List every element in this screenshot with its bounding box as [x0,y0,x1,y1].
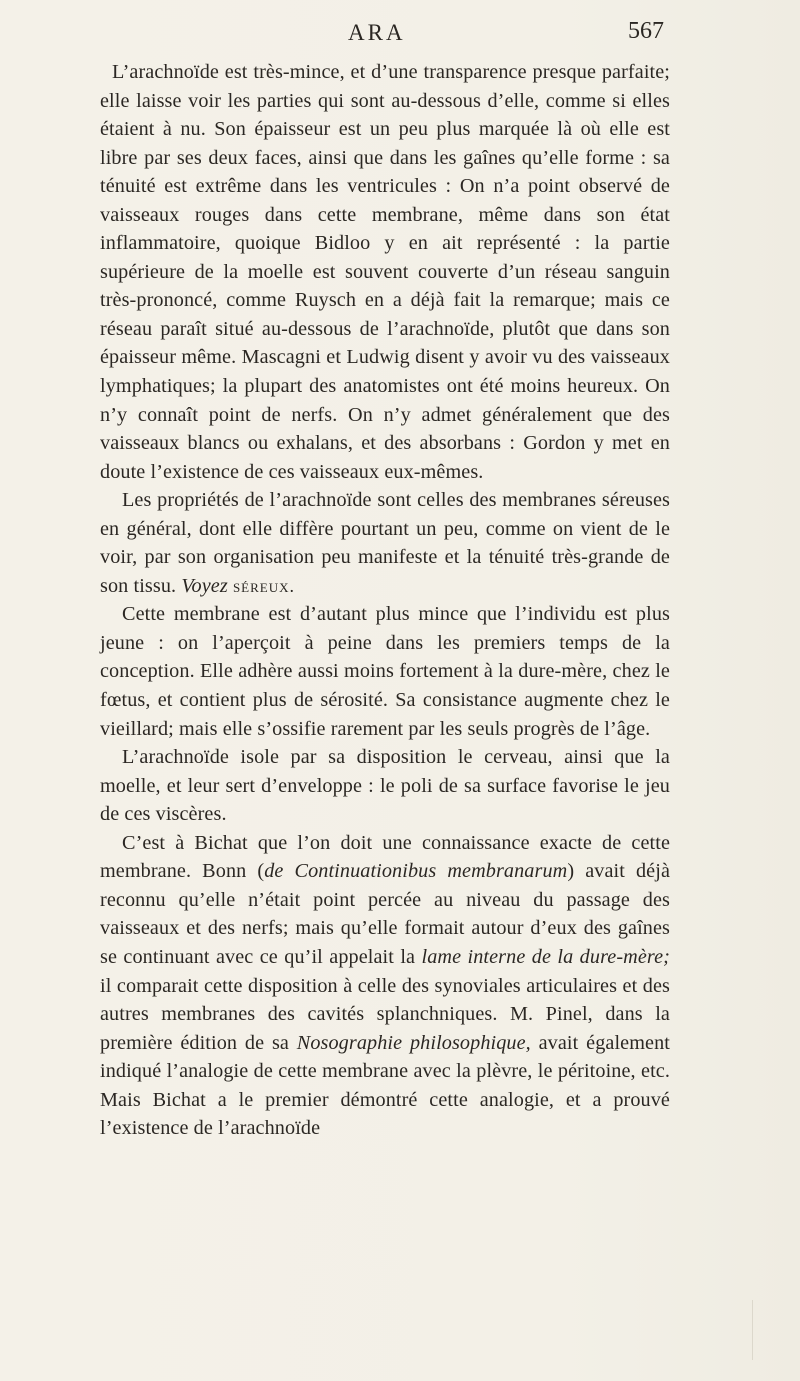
page-edge-mark [752,1300,767,1360]
paragraph-2-text: Les propriétés de l’arachnoïde sont celles des membranes séreuses en général, dont elle diffère pourtant un peu, comme on vient de le voir, par son organisation peu manifeste et la ténuité très-grande de son tissu. [100,489,670,597]
paragraph-1: L’arachnoïde est très-mince, et d’une transparence presque parfaite; elle laisse voir les parties qui sont au-dessous d’elle, comme si elles étaient à nu. Son épaisseur est un peu plus marquée là où elle est libre par ses deux faces, ainsi que dans les gaînes qu’elle forme : sa ténuité est extrême dans les ventricules : On n’a point observé de vaisseaux rouges dans cette membrane, même dans son état inflammatoire, quoique Bidloo y en ait représenté : la partie supérieure de la moelle est souvent couverte d’un réseau sanguin très-prononcé, comme Ruysch en a déjà fait la remarque; mais ce réseau paraît situé au-dessous de l’arachnoïde, plutôt que dans son épaisseur même. Mascagni et Ludwig disent y avoir vu des vaisseaux lymphatiques; la plupart des anatomistes ont été moins heureux. On n’y connaît point de nerfs. On n’y admet généralement que des vaisseaux blancs ou exhalans, et des absorbans : Gordon y met en doute l’existence de ces vaisseaux eux-mêmes. [100,61,670,483]
cited-book-title: Nosographie philosophique, [296,1031,531,1054]
paragraph-4: L’arachnoïde isole par sa disposition le cerveau, ainsi que la moelle, et leur sert d’enveloppe : le poli de sa surface favorise le jeu de ces viscères. [100,746,670,826]
running-header [0,18,800,58]
paragraph-5-text-4: avait également indiqué l’analogie de cette membrane avec la plèvre, le péritoine, etc. Mais Bichat a le premier démontré cette analogie, et a prouvé l’existence de l’arachnoïde [100,1031,670,1140]
see-reference: Voyez [181,574,228,597]
paragraph-5-text-2: ) avait déjà reconnu qu’elle n’était point percée au niveau du passage des vaisseaux et des nerfs; mais qu’elle formait autour d’eux des gaînes se continuant avec ce qu’il appelait la [100,860,671,968]
cross-reference: séreux. [232,575,295,596]
page-number: 567 [628,18,664,44]
paragraph-5-text-3: il comparait cette disposition à celle des synoviales articulaires et des autres membranes des cavités splanchniques. M. Pinel, dans la première édition de sa [100,974,670,1054]
running-title: ARA [348,20,406,45]
quoted-term: lame interne de la dure-mère; [421,945,670,968]
paragraph-2 [100,486,670,600]
body-text [100,58,670,1143]
paragraph-5-text-1: C’est à Bichat que l’on doit une connaissance exacte de cette membrane. Bonn ( [100,831,670,883]
cited-work-title: de Continuationibus membranarum [264,860,568,883]
paragraph-3: Cette membrane est d’autant plus mince que l’individu est plus jeune : on l’aperçoit à peine dans les premiers temps de la conception. Elle adhère aussi moins fortement à la dure-mère, chez le fœtus, et contient plus de sérosité. Sa consistance augmente chez le vieillard; mais elle s’ossifie rarement par les seuls progrès de l’âge. [100,603,670,740]
paragraph-5 [100,829,670,1143]
